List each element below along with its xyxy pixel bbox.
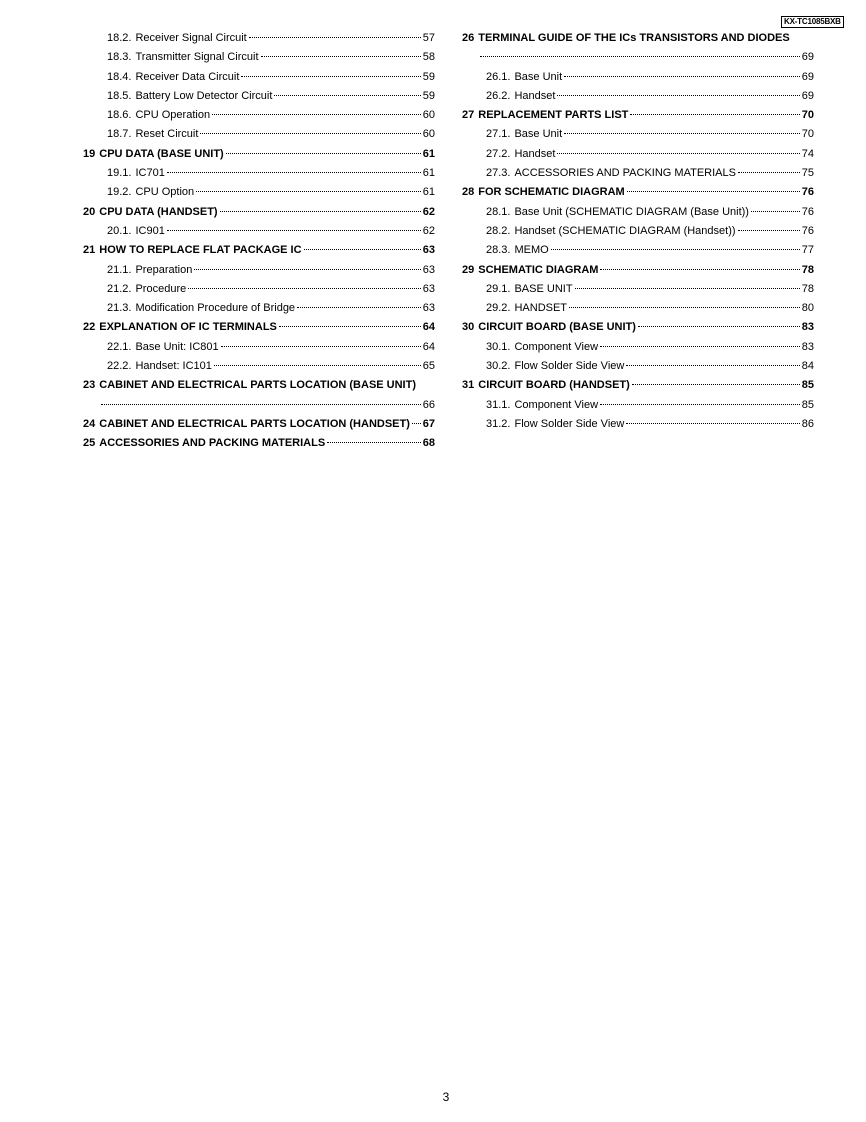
toc-entry-page: 78 [801,263,814,276]
toc-subsection-entry[interactable] [462,357,814,376]
toc-entry-title: HANDSET [514,302,568,315]
toc-entry-page: 64 [422,321,435,334]
toc-dot-leader [221,345,421,347]
toc-right-column [462,29,814,434]
toc-entry-page: 62 [422,224,435,237]
toc-entry-number: 28.2. [486,224,511,237]
toc-entry-title: ACCESSORIES AND PACKING MATERIALS [514,167,736,180]
toc-entry-title: MEMO [514,244,549,257]
toc-entry-number: 18.2. [107,32,132,44]
toc-entry-title: Battery Low Detector Circuit [135,89,273,102]
toc-dot-leader [557,94,799,96]
toc-entry-number: 22.2. [107,360,132,373]
toc-dot-leader [279,325,421,327]
toc-dot-leader [626,364,799,366]
toc-entry-title: HOW TO REPLACE FLAT PACKAGE IC [99,244,302,257]
toc-entry-number: 21.3. [107,302,132,315]
toc-section-entry[interactable] [462,183,814,202]
toc-entry-page: 58 [422,51,435,64]
toc-dot-leader [249,36,421,38]
toc-subsection-entry[interactable] [462,338,814,357]
toc-entry-page: 63 [422,263,435,276]
toc-entry-number: 26.2. [486,89,511,102]
toc-entry-title: CPU Option [135,186,195,199]
toc-entry-title: Base Unit [514,70,563,83]
toc-entry-number: 19 [83,147,96,160]
toc-entry-title: Reset Circuit [135,128,199,141]
toc-dot-leader [551,248,800,250]
toc-entry-number: 24 [83,417,96,430]
toc-dot-leader [626,422,799,424]
toc-subsection-entry[interactable] [83,87,435,106]
toc-entry-number: 22 [83,321,96,334]
toc-entry-page: 76 [801,224,814,237]
toc-entry-title: Receiver Data Circuit [135,70,240,83]
toc-entry-number: 27.1. [486,128,511,141]
toc-subsection-entry[interactable] [462,396,814,415]
toc-entry-title: Procedure [135,282,187,295]
toc-dot-leader [738,229,800,231]
toc-entry-page: 59 [422,89,435,102]
toc-entry-page: 61 [422,186,435,199]
toc-entry-page: 86 [801,417,814,430]
toc-subsection-entry[interactable] [83,280,435,299]
toc-dot-leader [600,345,800,347]
toc-subsection-entry[interactable] [462,125,814,144]
toc-entry-page: 85 [801,379,814,392]
toc-entry-page: 64 [422,340,435,353]
toc-dot-leader [167,171,421,173]
toc-entry-title: SCHEMATIC DIAGRAM [478,263,599,276]
toc-entry-title: Base Unit (SCHEMATIC DIAGRAM (Base Unit)) [514,205,749,218]
toc-subsection-entry[interactable] [83,222,435,241]
toc-entry-page: 75 [801,167,814,180]
toc-entry-page: 77 [801,244,814,257]
toc-entry-title: Preparation [135,263,193,276]
toc-subsection-entry[interactable] [83,357,435,376]
toc-dot-leader [600,268,799,270]
toc-dot-leader [632,383,800,385]
toc-dot-leader [297,306,421,308]
toc-entry-page: 63 [422,302,435,315]
toc-subsection-entry[interactable] [83,164,435,183]
toc-entry-title: Handset [514,89,556,102]
toc-entry-number: 28.1. [486,205,511,218]
toc-entry-page: 67 [422,417,435,430]
toc-dot-leader [261,55,421,57]
toc-entry-page: 60 [422,109,435,122]
toc-dot-leader [412,422,421,424]
toc-entry-page: 65 [422,360,435,373]
toc-entry-number: 21.2. [107,282,132,295]
toc-entry-number: 28 [462,186,475,199]
toc-subsection-entry[interactable] [462,68,814,87]
toc-entry-page: 84 [801,360,814,373]
toc-dot-leader [564,75,800,77]
toc-entry-page: 70 [801,128,814,141]
toc-entry-number: 22.1. [107,340,132,353]
toc-entry-number: 27.2. [486,147,511,160]
toc-entry-page: 69 [801,70,814,83]
toc-dot-leader [188,287,421,289]
toc-entry-number: 29.2. [486,302,511,315]
toc-entry-page: 63 [422,282,435,295]
toc-subsection-entry[interactable] [83,299,435,318]
toc-subsection-entry[interactable] [462,87,814,106]
toc-dot-leader [196,190,421,192]
toc-entry-number: 20.1. [107,224,132,237]
toc-entry-page: 80 [801,302,814,315]
toc-entry-number: 18.7. [107,128,132,141]
toc-entry-title: Handset [514,147,556,160]
toc-entry-title: Flow Solder Side View [514,360,625,373]
toc-dot-leader [226,152,421,154]
toc-entry-number: 21 [83,244,96,257]
toc-section-entry[interactable] [83,376,435,395]
toc-subsection-entry[interactable] [462,222,814,241]
toc-entry-number: 21.1. [107,263,132,276]
toc-dot-leader [220,210,421,212]
toc-dot-leader [600,403,800,405]
toc-subsection-entry[interactable] [462,241,814,260]
toc-dot-leader [327,441,421,443]
toc-continuation-entry[interactable] [83,396,435,415]
toc-entry-title: Transmitter Signal Circuit [135,51,259,64]
toc-dot-leader [200,132,420,134]
toc-entry-title: CPU Operation [135,109,211,122]
toc-section-entry[interactable] [462,376,814,395]
toc-entry-page: 83 [801,321,814,334]
toc-subsection-entry[interactable] [462,280,814,299]
toc-dot-leader [101,403,421,405]
toc-entry-title: FOR SCHEMATIC DIAGRAM [478,186,625,199]
toc-dot-leader [738,171,800,173]
toc-subsection-entry[interactable] [83,183,435,202]
toc-entry-title: Base Unit: IC801 [135,340,219,353]
toc-entry-page: 61 [422,167,435,180]
toc-entry-page: 85 [801,398,814,411]
toc-entry-page: 60 [422,128,435,141]
toc-entry-page: 66 [422,398,435,411]
toc-entry-number: 19.2. [107,186,132,199]
toc-section-entry[interactable] [462,29,814,48]
toc-dot-leader [627,190,800,192]
toc-subsection-entry[interactable] [83,338,435,357]
toc-section-entry[interactable] [462,106,814,125]
toc-dot-leader [167,229,421,231]
toc-dot-leader [557,152,799,154]
toc-entry-number: 26 [462,32,475,44]
toc-entry-page: 83 [801,340,814,353]
toc-entry-page: 76 [801,205,814,218]
toc-entry-number: 18.4. [107,70,132,83]
toc-entry-title: Component View [514,340,599,353]
toc-dot-leader [304,248,421,250]
toc-section-entry[interactable] [83,415,435,434]
toc-subsection-entry[interactable] [462,415,814,434]
toc-entry-title: IC901 [135,224,165,237]
toc-entry-number: 31.1. [486,398,511,411]
toc-entry-page: 59 [422,70,435,83]
toc-section-entry[interactable] [462,318,814,337]
toc-entry-title: Flow Solder Side View [514,417,625,430]
toc-section-entry[interactable] [83,318,435,337]
toc-entry-number: 30 [462,321,475,334]
toc-entry-page: 74 [801,147,814,160]
toc-entry-number: 31.2. [486,417,511,430]
toc-subsection-entry[interactable] [462,203,814,222]
toc-subsection-entry[interactable] [83,106,435,125]
toc-dot-leader [241,75,420,77]
toc-dot-leader [212,113,421,115]
toc-entry-number: 25 [83,437,96,450]
toc-section-entry[interactable] [462,261,814,280]
toc-entry-number: 29.1. [486,282,511,295]
toc-entry-title: REPLACEMENT PARTS LIST [478,109,629,122]
toc-entry-title: IC701 [135,167,165,180]
model-number-label: KX-TC1085BXB [781,16,844,28]
toc-entry-page: 68 [422,437,435,450]
toc-entry-title: CABINET AND ELECTRICAL PARTS LOCATION (BASE UNIT) [99,379,416,392]
toc-entry-title: Handset (SCHEMATIC DIAGRAM (Handset)) [514,224,736,237]
toc-dot-leader [274,94,420,96]
toc-entry-title: TERMINAL GUIDE OF THE ICs TRANSISTORS AND DIODES [478,32,790,44]
toc-dot-leader [480,55,800,57]
toc-section-entry[interactable] [83,434,435,453]
toc-entry-title: CPU DATA (BASE UNIT) [99,147,224,160]
toc-subsection-entry[interactable] [83,68,435,87]
toc-subsection-entry[interactable] [462,164,814,183]
toc-section-entry[interactable] [83,241,435,260]
toc-entry-number: 27.3. [486,167,511,180]
toc-entry-title: Modification Procedure of Bridge [135,302,296,315]
toc-left-column [83,29,435,454]
toc-entry-page: 69 [801,51,814,64]
toc-entry-page: 62 [422,205,435,218]
toc-subsection-entry[interactable] [83,29,435,48]
toc-entry-number: 31 [462,379,475,392]
toc-entry-number: 30.1. [486,340,511,353]
toc-entry-title: Component View [514,398,599,411]
toc-entry-number: 27 [462,109,475,122]
toc-dot-leader [751,210,800,212]
toc-entry-number: 26.1. [486,70,511,83]
toc-entry-title: EXPLANATION OF IC TERMINALS [99,321,277,334]
toc-entry-number: 30.2. [486,360,511,373]
toc-dot-leader [569,306,800,308]
toc-entry-title: BASE UNIT [514,282,573,295]
toc-entry-number: 20 [83,205,96,218]
toc-entry-title: CPU DATA (HANDSET) [99,205,218,218]
toc-entry-title: Receiver Signal Circuit [135,32,247,44]
toc-entry-number: 23 [83,379,96,392]
toc-entry-page: 78 [801,282,814,295]
toc-dot-leader [214,364,421,366]
toc-entry-title: CIRCUIT BOARD (HANDSET) [478,379,630,392]
toc-entry-page: 63 [422,244,435,257]
toc-subsection-entry[interactable] [462,145,814,164]
toc-section-entry[interactable] [83,145,435,164]
toc-entry-title: Handset: IC101 [135,360,212,373]
toc-entry-number: 28.3. [486,244,511,257]
toc-entry-number: 18.6. [107,109,132,122]
toc-entry-title: ACCESSORIES AND PACKING MATERIALS [99,437,326,450]
toc-dot-leader [575,287,800,289]
toc-dot-leader [564,132,800,134]
toc-entry-title: CABINET AND ELECTRICAL PARTS LOCATION (HANDSET) [99,417,410,430]
toc-entry-page: 61 [422,147,435,160]
toc-dot-leader [194,268,420,270]
toc-entry-number: 18.5. [107,89,132,102]
toc-entry-title: CIRCUIT BOARD (BASE UNIT) [478,321,636,334]
toc-subsection-entry[interactable] [462,299,814,318]
toc-subsection-entry[interactable] [83,261,435,280]
toc-entry-number: 29 [462,263,475,276]
toc-dot-leader [638,325,800,327]
page-number: 3 [442,1090,450,1104]
toc-subsection-entry[interactable] [83,125,435,144]
toc-entry-number: 18.3. [107,51,132,64]
toc-entry-page: 70 [801,109,814,122]
toc-entry-page: 76 [801,186,814,199]
toc-section-entry[interactable] [83,203,435,222]
toc-entry-page: 69 [801,89,814,102]
toc-entry-title: Base Unit [514,128,563,141]
toc-subsection-entry[interactable] [83,48,435,67]
toc-continuation-entry[interactable] [462,48,814,67]
toc-entry-number: 19.1. [107,167,132,180]
toc-dot-leader [630,113,799,115]
toc-entry-page: 57 [422,32,435,44]
